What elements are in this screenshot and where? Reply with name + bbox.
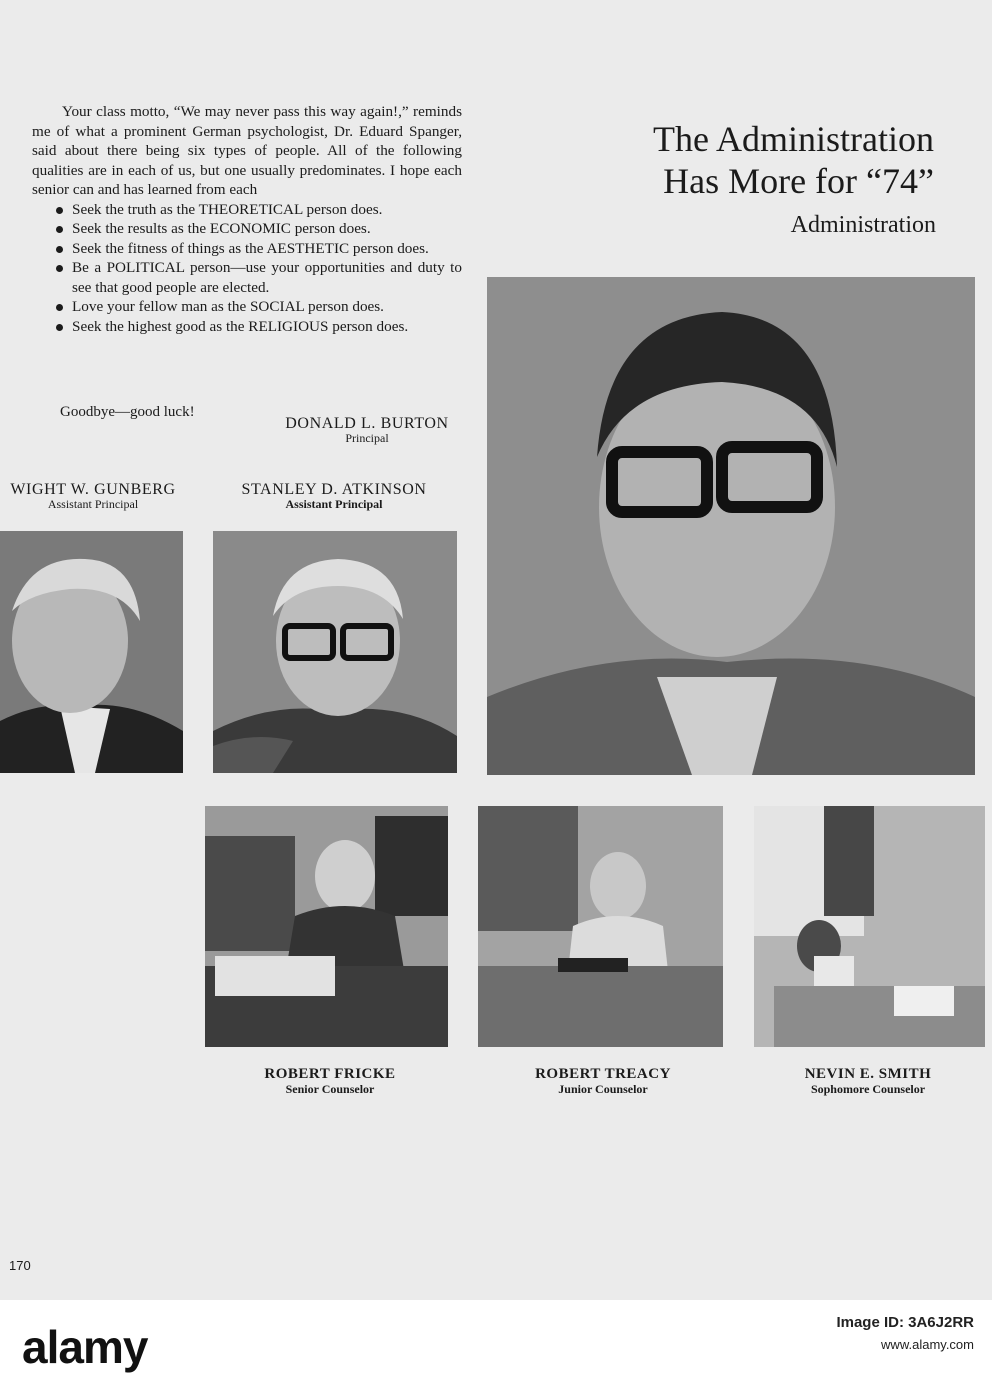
principal-caption [262, 416, 472, 446]
staff-caption-treacy [478, 1067, 728, 1097]
staff-name: ROBERT TREACY [535, 1066, 671, 1082]
staff-caption-gunberg [0, 482, 208, 512]
staff-caption-fricke [205, 1067, 455, 1097]
list-item: Seek the highest good as the RELIGIOUS person does. [54, 317, 462, 337]
list-item: Be a POLITICAL person—use your opportunities and duty to see that good people are elected. [54, 258, 462, 297]
portrait-photo-gunberg [0, 531, 183, 773]
staff-title: Assistant Principal [47, 497, 139, 511]
list-item: Seek the results as the ECONOMIC person does. [54, 219, 462, 239]
stock-footer [0, 1300, 992, 1390]
page-number: 170 [9, 1258, 31, 1273]
page-heading [653, 118, 934, 202]
footer-info [836, 1312, 974, 1356]
staff-title: Assistant Principal [285, 497, 383, 511]
section-subheading: Administration [790, 212, 936, 238]
list-item: Seek the truth as the THEORETICAL person does. [54, 200, 462, 220]
heading-line-1: The Administration [653, 119, 934, 159]
staff-title: Junior Counselor [558, 1082, 648, 1096]
footer-url[interactable]: www.alamy.com [881, 1337, 974, 1352]
staff-caption-atkinson [214, 482, 454, 512]
office-photo-treacy [478, 806, 723, 1047]
message-paragraph: Your class motto, “We may never pass this way again!,” reminds me of what a prominent German psychologist, Dr. Eduard Spanger, said about there being six types of people. All of the following qualities are in each of us, but one usually predominates. I hope each senior can and has learned from each [32, 103, 462, 198]
list-item: Love your fellow man as the SOCIAL person does. [54, 297, 462, 317]
staff-name: STANLEY D. ATKINSON [241, 481, 427, 498]
principal-message [32, 102, 462, 336]
office-photo-fricke [205, 806, 448, 1047]
staff-caption-smith [748, 1067, 988, 1097]
portrait-photo-atkinson [213, 531, 457, 773]
principal-name: DONALD L. BURTON [285, 415, 449, 432]
staff-title: Senior Counselor [285, 1082, 375, 1096]
image-id: Image ID: 3A6J2RR [836, 1314, 974, 1331]
staff-name: NEVIN E. SMITH [804, 1066, 932, 1082]
portrait-photo-principal [487, 277, 975, 775]
staff-name: ROBERT FRICKE [264, 1066, 396, 1082]
staff-title: Sophomore Counselor [810, 1082, 926, 1096]
stock-logo: alamy [22, 1321, 148, 1373]
qualities-list [32, 200, 462, 337]
closing-line: Goodbye—good luck! [60, 404, 195, 420]
principal-title: Principal [345, 431, 389, 445]
staff-name: WIGHT W. GUNBERG [10, 481, 176, 498]
list-item: Seek the fitness of things as the AESTHETIC person does. [54, 239, 462, 259]
office-photo-smith [754, 806, 985, 1047]
heading-line-2: Has More for “74” [663, 161, 934, 201]
